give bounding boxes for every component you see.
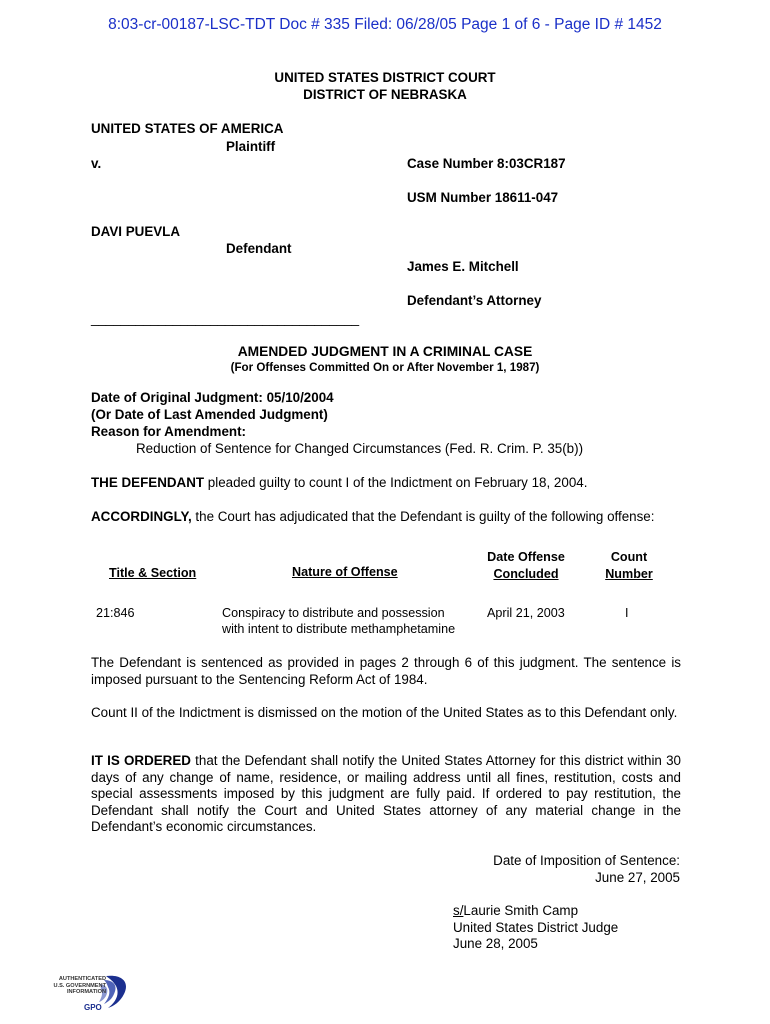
gpo-authenticated-logo [44,972,134,1016]
plaintiff-label: Plaintiff [226,139,276,154]
gpo-mark: GPO [84,1003,102,1012]
ordered-paragraph [91,753,681,836]
signature-line [453,903,618,920]
row-nature-line1: Conspiracy to distribute and possession [222,606,445,620]
court-district: DISTRICT OF NEBRASKA [303,86,467,102]
court-heading [0,70,770,103]
judgment-subtitle: (For Offenses Committed On or After November 1, 1987) [230,361,540,374]
imposition-label: Date of Imposition of Sentence: [493,853,680,868]
signature-block [453,903,618,953]
sentence-paragraph: The Defendant is sentenced as provided in pages 2 through 6 of this judgment. The sentence is imposed pursuant to the Sentencing Reform Act of 1984. [91,655,681,687]
accordingly-paragraph [91,509,654,526]
usm-number: USM Number 18611-047 [407,190,559,205]
plaintiff-name: UNITED STATES OF AMERICA [91,121,284,136]
judge-title: United States District Judge [453,919,619,935]
defendant-name: DAVI PUEVLA [91,224,181,239]
header-date-offense [476,549,576,582]
court-name: UNITED STATES DISTRICT COURT [274,70,496,85]
reason-text: Reduction of Sentence for Changed Circumstances (Fed. R. Crim. P. 35(b)) [136,441,584,456]
header-date-line2: Concluded [493,566,559,581]
ordered-lead: IT IS ORDERED [91,753,191,768]
versus: v. [91,156,102,171]
dismissal-paragraph: Count II of the Indictment is dismissed on the motion of the United States as to this Defendant only. [91,705,678,720]
gpo-line2: U.S. GOVERNMENT [53,982,106,989]
header-date-line1: Date Offense [487,550,565,564]
accordingly-text: the Court has adjudicated that the Defendant is guilty of the following offense: [191,509,655,524]
caption-rule: ____________________________________ [91,311,360,326]
last-amended-judgment: (Or Date of Last Amended Judgment) [91,407,328,422]
judge-name: Laurie Smith Camp [463,903,579,918]
defendant-label: Defendant [226,241,292,256]
header-count-line1: Count [610,550,648,564]
imposition-block [493,853,680,886]
defendant-plea-text: pleaded guilty to count I of the Indictment on February 18, 2004. [204,475,588,490]
court-filing-stamp: 8:03-cr-00187-LSC-TDT Doc # 335 Filed: 06/28/05 Page 1 of 6 - Page ID # 1452 [108,16,662,33]
table-row [96,605,135,622]
row-count-number: I [625,606,629,620]
ordered-text: that the Defendant shall notify the United States Attorney for this district within 30 days of any change of name, residence, or mailing address until all fines, restitution, costs and special assessments imposed by this judgment are fully paid. If ordered to pay restitution, the Defendant shall notify the Court and United States attorney of any material change in the Defendant’s economic circumstances. [91,753,681,835]
case-number: Case Number 8:03CR187 [407,156,566,171]
header-count-line2: Number [605,566,653,581]
reason-label: Reason for Amendment: [91,424,246,439]
header-title-section: Title & Section [109,566,197,580]
header-nature-of-offense: Nature of Offense [292,565,398,579]
attorney-name: James E. Mitchell [407,259,519,274]
signature-date: June 28, 2005 [453,936,538,952]
row-title-section: 21:846 [96,606,135,620]
gpo-line3: INFORMATION [66,989,106,996]
row-nature-of-offense [222,605,455,637]
row-nature-line2: with intent to distribute methamphetamine [222,622,456,636]
gpo-text [44,976,106,996]
header-count-number [594,549,664,582]
imposition-date: June 27, 2005 [595,869,680,885]
attorney-label: Defendant’s Attorney [407,293,542,308]
defendant-plea-lead: THE DEFENDANT [91,475,205,490]
row-date-concluded: April 21, 2003 [487,606,565,620]
gpo-line1: AUTHENTICATED [58,976,106,982]
accordingly-lead: ACCORDINGLY, [91,509,192,524]
defendant-plea-paragraph [91,475,587,492]
original-judgment-date: Date of Original Judgment: 05/10/2004 [91,390,334,405]
signature-prefix: s/ [453,903,464,918]
judgment-title: AMENDED JUDGMENT IN A CRIMINAL CASE [237,344,533,359]
